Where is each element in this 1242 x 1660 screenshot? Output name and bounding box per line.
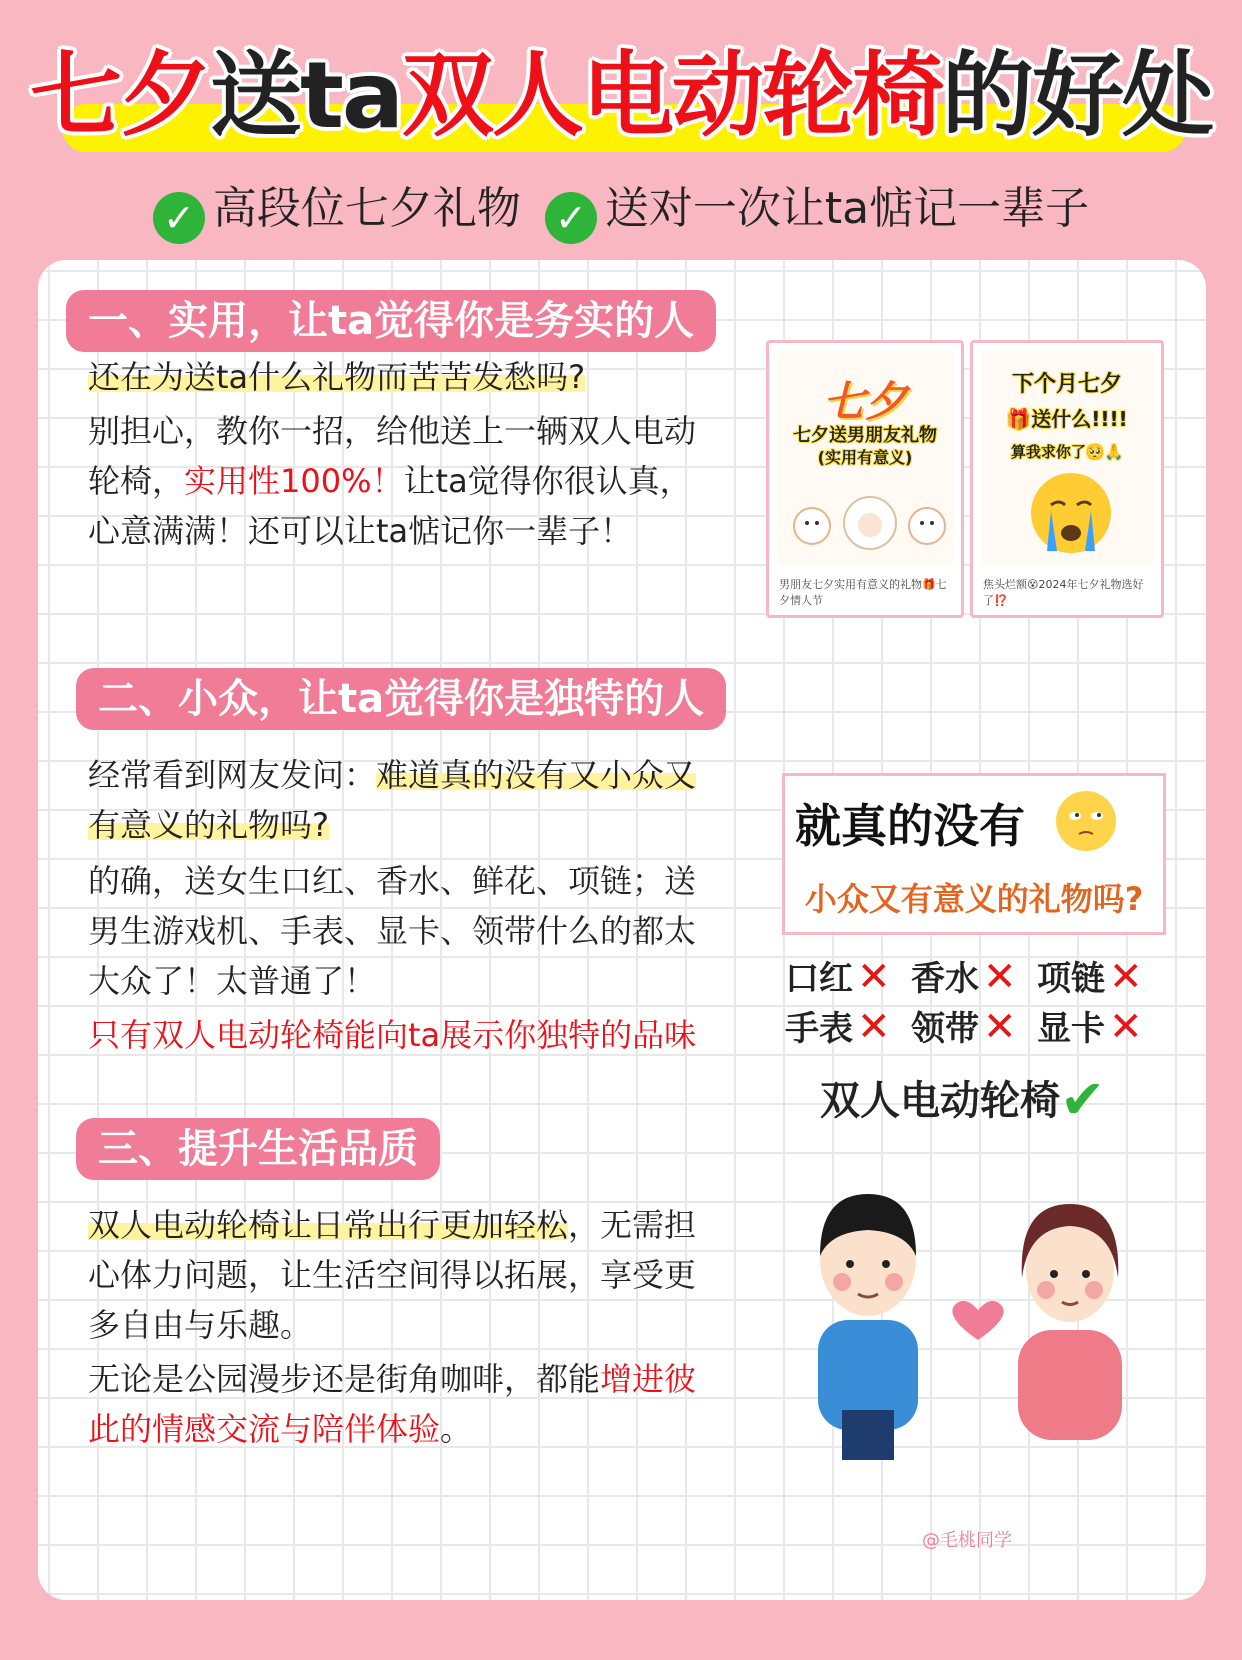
crying-face-icon (1029, 471, 1113, 555)
page-title (0, 36, 1242, 156)
cross-icon: ✕ (1109, 954, 1143, 1000)
thinking-face-icon (1053, 788, 1119, 854)
rejected-gift: 领带 (911, 1009, 979, 1049)
section2-conclusion: 只有双人电动轮椅能向ta展示你独特的品味 (88, 1016, 697, 1054)
gift-post-thumbnail-1[interactable] (766, 340, 964, 618)
section2-heading: 二、小众，让ta觉得你是独特的人 (76, 668, 726, 730)
thumb-title: 下个月七夕 (1011, 372, 1122, 397)
heart-icon (952, 1301, 1003, 1340)
cross-icon: ✕ (857, 954, 891, 1000)
cross-icon: ✕ (857, 1004, 891, 1050)
thumb-line: (实用有意义) (817, 448, 913, 467)
author-signature: @毛桃同学 (922, 1530, 1012, 1551)
title-part: 的好处 (942, 42, 1213, 149)
thumb-line: 算我求你了🥺🙏 (1010, 443, 1124, 461)
rejected-gift: 显卡 (1037, 1009, 1105, 1049)
cross-icon: ✕ (983, 1004, 1017, 1050)
subtitle-item: 送对一次让ta惦记一辈子 (604, 183, 1090, 234)
cute-animals-icon (787, 491, 953, 561)
cross-icon: ✕ (1109, 1004, 1143, 1050)
section3-body-1: 双人电动轮椅让日常出行更加轻松，无需担心体力问题，让生活空间得以拓展，享受更多自由与乐趣。 (88, 1206, 697, 1344)
thumb-caption: 男朋友七夕实用有意义的礼物🎁七夕情人节 (779, 578, 947, 607)
check-icon: ✔ (1060, 1068, 1106, 1131)
rejected-gift: 香水 (911, 959, 979, 999)
title-part: 双人电动轮椅 (402, 42, 943, 149)
check-icon: ✓ (545, 192, 597, 244)
section1-question: 还在为送ta什么礼物而苦苦发愁吗? (88, 358, 586, 396)
box-line-1: 就真的没有 (795, 799, 1025, 853)
title-part: 七夕 (29, 42, 210, 149)
section2-body: 的确，送女生口红、香水、鲜花、项链；送男生游戏机、手表、显卡、领带什么的都太大众了！太普通了！ (88, 862, 697, 1000)
section3-heading: 三、提升生活品质 (76, 1118, 440, 1180)
section2-question: 经常看到网友发问：难道真的没有又小众又有意义的礼物吗? (88, 756, 697, 844)
gift-post-thumbnail-2[interactable] (970, 340, 1164, 618)
no-niche-gift-box (782, 773, 1166, 935)
thumb-caption: 焦头烂额😵2024年七夕礼物选好了⁉️ (983, 578, 1144, 607)
rejected-gifts-grid (785, 952, 1165, 1052)
section1-heading: 一、实用，让ta觉得你是务实的人 (66, 290, 716, 352)
section1-body: 别担心，教你一招，给他送上一辆双人电动轮椅，实用性100%！让ta觉得你很认真，心意满满！还可以让ta惦记你一辈子！ (88, 412, 697, 550)
subtitle-item: 高段位七夕礼物 (212, 183, 521, 234)
rejected-gift: 口红 (785, 959, 853, 999)
rejected-gift: 项链 (1037, 959, 1105, 999)
title-part: 送ta (209, 42, 403, 149)
recommended-gift: 双人电动轮椅✔ (820, 1068, 1106, 1131)
thumb-title: 七夕 (822, 377, 907, 426)
rejected-gift: 手表 (785, 1009, 853, 1049)
thumb-line: 🎁送什么!!!! (1006, 407, 1128, 431)
cross-icon: ✕ (983, 954, 1017, 1000)
couple-illustration (798, 1160, 1158, 1460)
section3-body-2: 无论是公园漫步还是街角咖啡，都能增进彼此的情感交流与陪伴体验。 (88, 1360, 697, 1448)
thumb-line: 七夕送男朋友礼物 (793, 425, 937, 446)
check-icon: ✓ (153, 192, 205, 244)
subtitle (0, 172, 1242, 244)
box-line-2: 小众又有意义的礼物吗? (804, 880, 1144, 918)
